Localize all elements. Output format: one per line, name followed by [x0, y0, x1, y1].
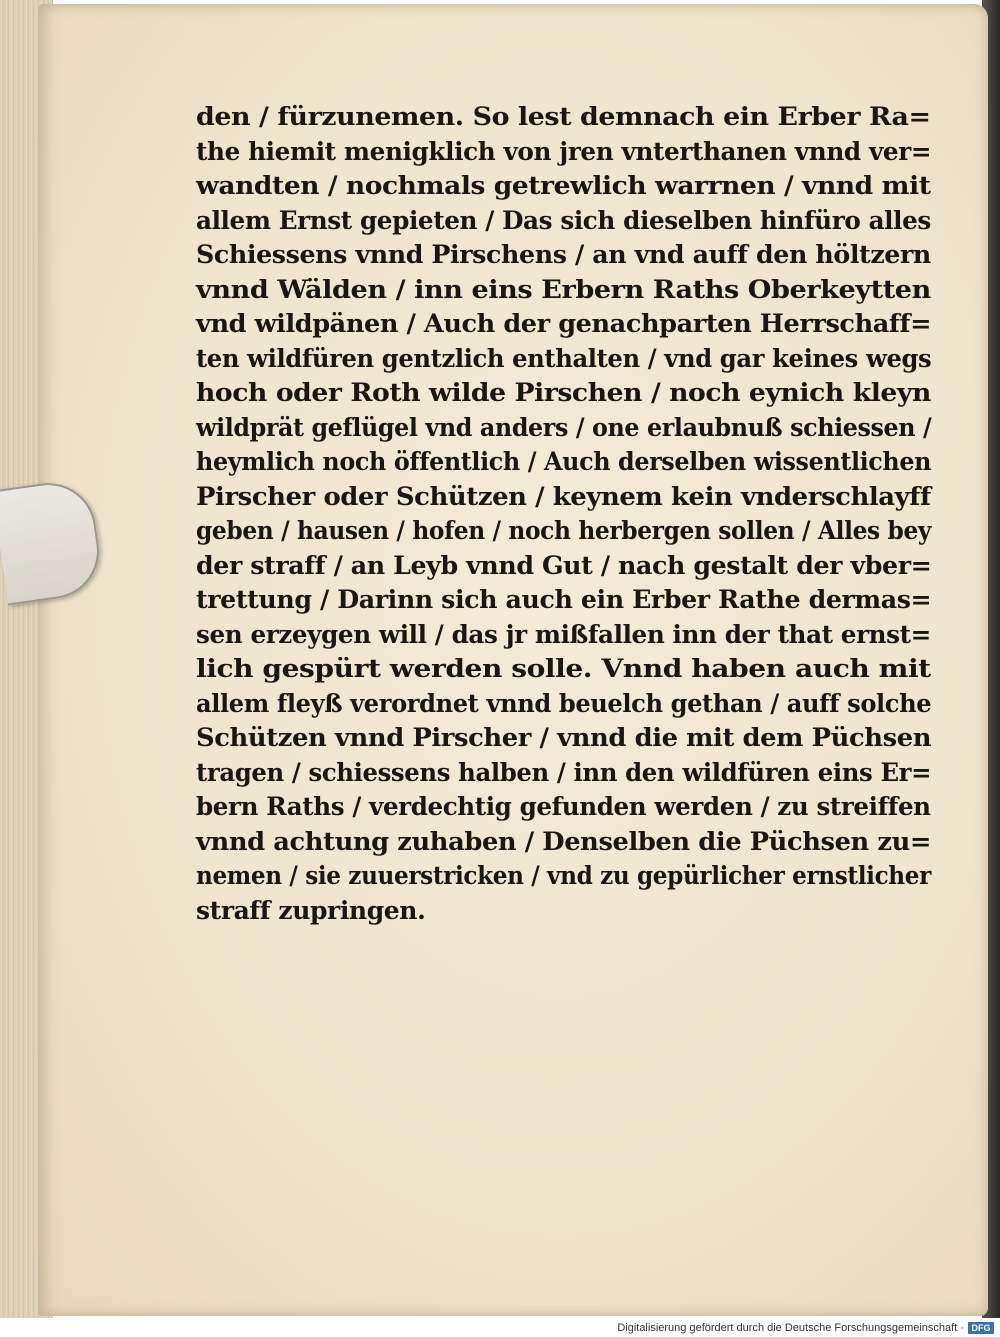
text-line: den / fürzunemen. So lest demnach ein Erber Ra= [196, 102, 931, 131]
text-line: vnnd Wälden / inn eins Erbern Raths Oberkeytten [196, 274, 931, 304]
text-line: vnd wildpänen / Auch der genachparten Herrschaff= [196, 309, 932, 338]
dfg-logo: DFG [968, 1322, 994, 1334]
footer-bar [0, 1318, 1000, 1337]
text-line: nemen / sie zuuerstricken / vnd zu gepürlicher ernstlicher [196, 861, 931, 890]
text-line: allem Ernst gepieten / Das sich dieselben hinfüro alles [196, 205, 931, 235]
text-line: hoch oder Roth wilde Pirschen / noch eynich kleyn [196, 378, 931, 407]
text-line: vnnd achtung zuhaben / Denselben die Püchsen zu= [196, 826, 932, 856]
text-line: wildprät geflügel vnd anders / one erlaubnuß schiessen / [196, 412, 932, 442]
text-line: sen erzeygen will / das jr mißfallen inn der that ernst= [196, 619, 931, 649]
text-line: straff zupringen. [196, 895, 426, 925]
text-line: the hiemit menigklich von jren vnterthanen vnnd ver= [196, 136, 932, 166]
text-line: bern Raths / verdechtig gefunden werden / zu streiffen [196, 792, 931, 821]
text-line: Pirscher oder Schützen / keynem kein vnderschlayff [196, 481, 931, 511]
text-line: tragen / schiessens halben / inn den wildfüren eins Er= [196, 757, 932, 787]
text-line: wandten / nochmals getrewlich warrnen / vnnd mit [196, 171, 931, 200]
page-text [196, 100, 941, 928]
text-line: lich gespürt werden solle. Vnnd haben auch mit [196, 654, 931, 683]
text-line: allem fleyß verordnet vnnd beuelch gethan / auff solche [196, 688, 932, 718]
text-line: heymlich noch öffentlich / Auch derselben wissentlichen [196, 447, 932, 476]
text-line: Schützen vnnd Pirscher / vnnd die mit dem Püchsen [196, 723, 932, 752]
text-line: trettung / Darinn sich auch ein Erber Rathe dermas= [196, 585, 932, 614]
text-line: ten wildfüren gentzlich enthalten / vnd gar keines wegs [196, 343, 932, 373]
text-line: geben / hausen / hofen / noch herbergen sollen / Alles bey [196, 516, 932, 545]
text-line: Schiessens vnnd Pirschens / an vnd auff den höltzern [196, 240, 931, 269]
text-line: der straff / an Leyb vnnd Gut / nach gestalt der vber= [196, 550, 932, 580]
funding-credit: Digitalisierung gefördert durch die Deutsche Forschungsgemeinschaft · [617, 1322, 964, 1334]
